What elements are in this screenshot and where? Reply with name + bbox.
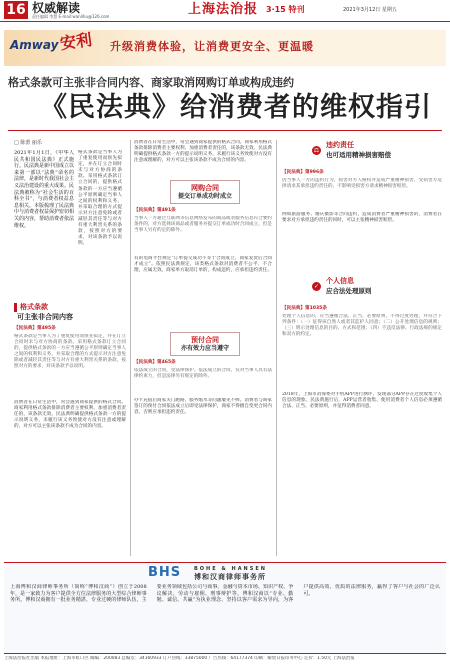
section-0-article-tag: 【民法典】第495条 bbox=[14, 326, 56, 331]
section-1-heading-box bbox=[170, 180, 240, 204]
page-number: 16 bbox=[4, 1, 28, 19]
masthead-special-issue: 3·15 特刊 bbox=[266, 5, 305, 14]
section-2-case: 办卡充值后商家关门跑路、服务缩水等问题屡见不鲜。消费者与商家签订的预付合同依法成立后即受法律保护，商家不得擅自变更合同内容，否则应承担违约责任。 bbox=[134, 398, 272, 416]
section-3-case: 例如旅游服务、婚庆摄影等合同违约，造成消费者严重精神损害的，消费者在要求对方承担违约责任的同时，可以主张精神损害赔偿。 bbox=[282, 212, 442, 224]
section-2-subtitle: 亦有效力应当遵守 bbox=[180, 344, 229, 352]
issue-date: 2021年3月12日 星期五 bbox=[343, 7, 397, 13]
section-0-body-lead: 格式条款是当事人为了重复使用而预先拟定，并在订立合同时未与对方协商的条款。采用格式条款订立合同的，提供格式条款的一方应当遵循公平原则确定当事人之间的权利和义务，并采取合理的方式提示对方注意免除或者减轻其责任等与对方有重大利害关系的条款，按照对方的要求，对该条款予以说明。 bbox=[78, 150, 122, 247]
section-0-case-continued: 消费者在日常生活中，常会遇到商家提供的格式合同。商家利用格式条款排除消费者主要权利、加重消费者责任的，该条款无效。民法典明确提供格式条款一方的提示说明义务，未履行该义务致使对方没有注意或理解的，对方可以主张该条款不成为合同的内容。 bbox=[134, 140, 272, 164]
masthead: 上海法治报 bbox=[188, 2, 259, 17]
section-0-quote: 格式条款是当事人为了重复使用而预先拟定，并在订立合同时未与对方协商的条款。采用格式条款订立合同的，提供格式条款的一方应当遵循公平原则确定当事人之间的权利和义务，并采取合理的方式提示对方注意免除或者减轻其责任等与对方有重大利害关系的条款，按照对方的要求，对该条款予以说明。 bbox=[14, 334, 126, 370]
intro-paragraph: 2021年1月1日，《中华人民共和国民法典》正式施行。民法典是新中国成立以来第一部以“法典”命名的法律，是新时代我国社会主义法治建设的重大成果。民法典被称为“社会生活的百科全书”，与消费者权益息息相关。本版梳理了民法典中与消费者权益保护密切相关的内容，帮助消费者依法维权。 bbox=[14, 150, 74, 229]
section-0-title: 格式条款 bbox=[14, 303, 124, 312]
section-1-case: 有的电商平台规定“订单提交成功不等于合同成立，商家发货后合同才成立”。依照民法典规定，该类格式条款对消费者不公平、不合理，应属无效。商家单方取消订单的，构成违约，应承担违约责任。 bbox=[134, 256, 272, 274]
banner-slogan: 升级消费体验，让消费更安全、更温暖 bbox=[110, 40, 314, 53]
law-firm-name-en: BOHE & HANSEN bbox=[194, 566, 267, 572]
section-2-quote: 依法成立的合同，受法律保护。依法成立的合同，仅对当事人具有法律约束力，但是法律另有规定的除外。 bbox=[134, 368, 272, 380]
column-divider bbox=[130, 140, 131, 556]
subheadline: 格式条款可主张非合同内容、商家取消网购订单或构成违约 bbox=[8, 76, 294, 89]
section-4-heading bbox=[282, 276, 442, 300]
section-1-title: 网购合同 bbox=[191, 183, 219, 192]
section-4-case: 2018年，上海市消保委对手机APP进行测评，发现部分APP存在过度收集个人信息的现象。民法典施行后，APP运营者收集、使用消费者个人信息必须遵循合法、正当、必要原则，并征得消费者同意。 bbox=[282, 392, 442, 410]
section-title: 权威解读 bbox=[32, 1, 81, 15]
section-3-subtitle: 也可适用精神损害赔偿 bbox=[326, 151, 391, 159]
divider bbox=[8, 130, 442, 131]
section-4-title: 个人信息 bbox=[326, 277, 354, 285]
section-2-article-tag: 【民法典】第465条 bbox=[134, 360, 176, 365]
brand-mark: 安利 bbox=[58, 29, 94, 54]
law-firm-name-cn: 博和汉商律师事务所 bbox=[194, 573, 266, 581]
section-3-article-tag: 【民法典】第996条 bbox=[282, 170, 324, 175]
section-0-case: 消费者在日常生活中，常会遇到商家提供的格式合同。商家利用格式条款排除消费者主要权利、加重消费者责任的，该条款无效。民法典明确提供格式条款一方的提示说明义务，未履行该义务致使对方没有注意或理解的，对方可以主张该条款不成为合同的内容。 bbox=[14, 400, 126, 430]
law-firm-ad-body: 上海博和汉商律师事务所（简称“博和汉商”）创立于2008年，是一家致力为客户提供全方位法律服务的大型综合律师事务所。博和汉商拥有一批业务精湛、专业过硬的律师队伍，主要业务领域包括公司与商事、金融与资本市场、知识产权、争议解决、劳动与雇佣、刑事辩护等。博和汉商以“专业、勤勉、诚信、共赢”为执业理念，坚持以客户需求为导向，为客户提供高效、优质的法律服务，赢得了客户与社会的广泛认可。 bbox=[10, 584, 440, 604]
headline: 《民法典》给消费者的维权指引 bbox=[40, 92, 432, 123]
balance-scale-icon: ⚖ bbox=[313, 147, 320, 154]
editor-info: 责任编辑 李慧 E-mail:wanlihu@126.com bbox=[32, 14, 110, 19]
section-3-heading bbox=[282, 140, 442, 164]
user-shield-icon: ✓ bbox=[313, 283, 320, 290]
section-3-quote: 因当事人一方的违约行为，损害对方人格权并造成严重精神损害，受损害方选择请求其承担违约责任的，不影响受损害方请求精神损害赔偿。 bbox=[282, 178, 442, 190]
section-0-subtitle: 可主张非合同内容 bbox=[17, 313, 73, 321]
page-footer: 上海法治报社出版 本报地址：上海市虹口区 邮编：200083 总编室：34160933 订户热线：33875000 广告热线：64177374 印刷：解放日报印务中心 定价：1.50元 上海法治报 bbox=[4, 656, 355, 661]
section-1-article-tag: 【民法典】第491条 bbox=[134, 208, 176, 213]
law-firm-logo: BHS bbox=[148, 565, 182, 580]
brand-logo: Amway bbox=[10, 38, 59, 52]
section-4-quote: 处理个人信息的，应当遵循合法、正当、必要原则，不得过度处理，并符合下列条件：（一）征得该自然人或者其监护人同意；（二）公开处理信息的规则；（三）明示处理信息的目的、方式和范围；（四）不违反法律、行政法规的规定和双方的约定。 bbox=[282, 314, 442, 338]
section-4-subtitle: 应合法处理原则 bbox=[326, 287, 372, 295]
section-1-quote: 当事人一方通过互联网等信息网络发布的商品或者服务信息符合要约条件的，对方选择该商品或者服务并提交订单成功时合同成立，但是当事人另有约定的除外。 bbox=[134, 216, 272, 234]
byline: □ 陈蕾 丽乐 bbox=[14, 140, 42, 146]
section-3-title: 违约责任 bbox=[326, 141, 354, 149]
section-1-subtitle: 提交订单成功时成立 bbox=[177, 192, 232, 200]
section-2-heading-box bbox=[170, 332, 240, 356]
section-4-article-tag: 【民法典】第1035条 bbox=[282, 306, 327, 311]
column-divider bbox=[276, 140, 277, 556]
section-2-title: 预付合同 bbox=[191, 335, 219, 344]
